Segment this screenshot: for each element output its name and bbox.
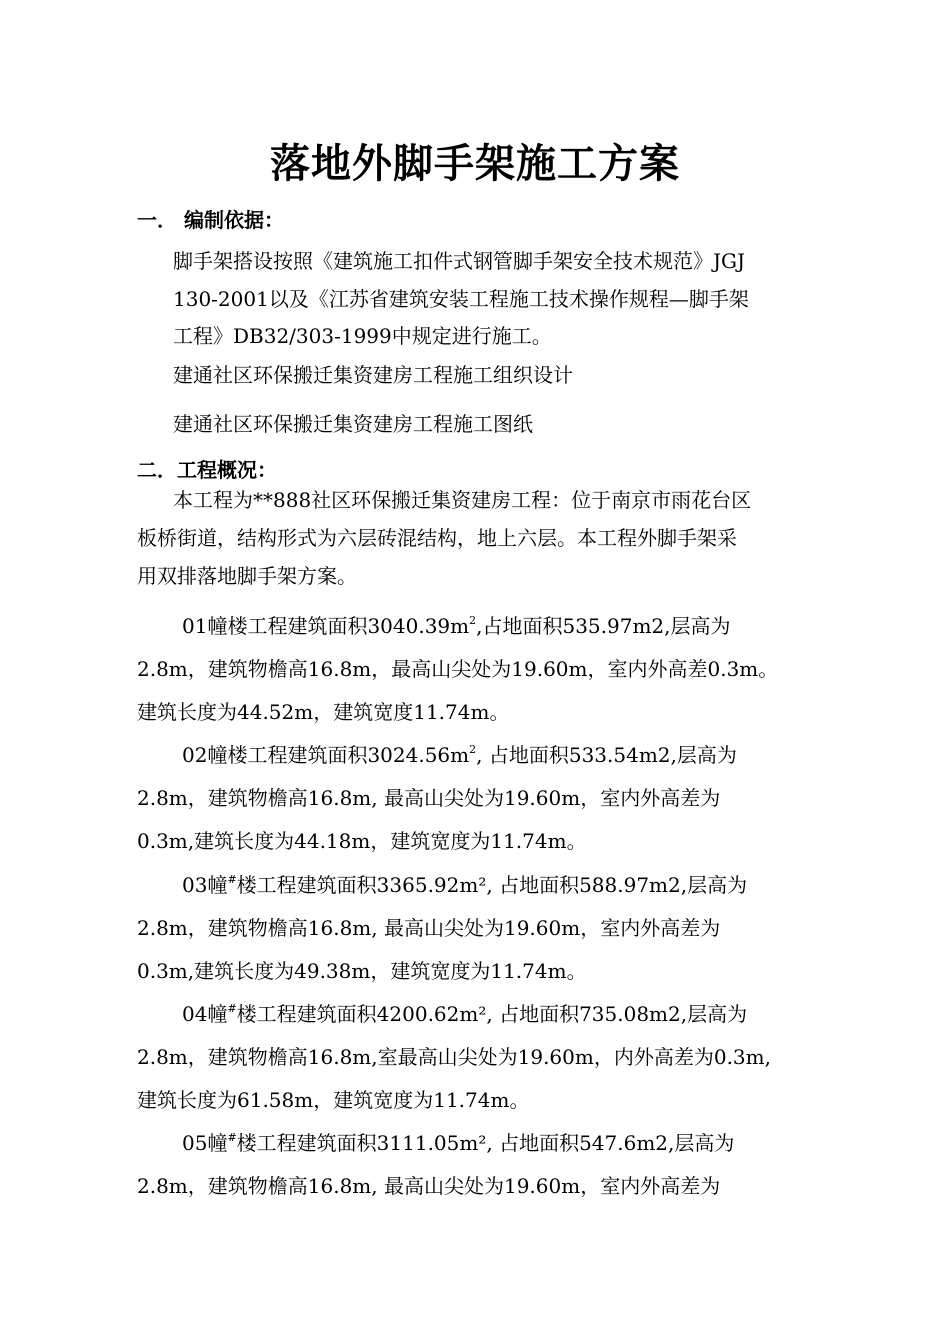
section-heading-overview: 二．工程概况： xyxy=(137,458,277,482)
building-02-line-2: 2.8m，建筑物檐高16.8m, 最高山尖处为19.60m，室内外高差为 xyxy=(137,786,721,810)
building-04-line-3: 建筑长度为61.58m，建筑宽度为11.74m。 xyxy=(137,1088,530,1112)
paragraph-line: 本工程为**888社区环保搬迁集资建房工程：位于南京市雨花台区 xyxy=(173,488,752,512)
building-03-line-1: 03幢#楼工程建筑面积3365.92m², 占地面积588.97m2,层高为 xyxy=(182,873,748,897)
paragraph-line: 工程》DB32/303-1999中规定进行施工。 xyxy=(173,324,552,348)
building-03-line-2: 2.8m，建筑物檐高16.8m, 最高山尖处为19.60m，室内外高差为 xyxy=(137,916,721,940)
document-title: 落地外脚手架施工方案 xyxy=(270,140,680,187)
building-01-line-1: 01幢楼工程建筑面积$3040.39m^2$,占地面积535.97m2,层高为 xyxy=(182,614,731,638)
building-02-line-3: 0.3m,建筑长度为44.18m，建筑宽度为11.74m。 xyxy=(137,829,587,853)
building-01-line-2: 2.8m，建筑物檐高16.8m，最高山尖处为19.60m，室内外高差0.3m。 xyxy=(137,657,779,681)
paragraph-line: 脚手架搭设按照《建筑施工扣件式钢管脚手架安全技术规范》JGJ xyxy=(173,249,746,273)
section-heading-basis: 一． 编制依据： xyxy=(137,208,284,232)
paragraph-line: 建通社区环保搬迁集资建房工程施工图纸 xyxy=(173,412,533,436)
paragraph-line: 建通社区环保搬迁集资建房工程施工组织设计 xyxy=(173,363,573,387)
paragraph-line: 130-2001以及《江苏省建筑安装工程施工技术操作规程—脚手架 xyxy=(173,287,749,311)
paragraph-line: 用双排落地脚手架方案。 xyxy=(137,564,357,588)
building-01-line-3: 建筑长度为44.52m，建筑宽度11.74m。 xyxy=(137,700,510,724)
paragraph-line: 板桥街道，结构形式为六层砖混结构，地上六层。本工程外脚手架采 xyxy=(137,526,737,550)
building-05-line-2: 2.8m，建筑物檐高16.8m, 最高山尖处为19.60m，室内外高差为 xyxy=(137,1174,721,1198)
building-04-line-2: 2.8m，建筑物檐高16.8m,室最高山尖处为19.60m，内外高差为0.3m, xyxy=(137,1045,771,1069)
building-04-line-1: 04幢#楼工程建筑面积4200.62m², 占地面积735.08m2,层高为 xyxy=(182,1002,748,1026)
building-03-line-3: 0.3m,建筑长度为49.38m，建筑宽度为11.74m。 xyxy=(137,959,587,983)
building-02-line-1: 02幢楼工程建筑面积$3024.56m^2$, 占地面积533.54m2,层高为 xyxy=(182,743,737,767)
building-05-line-1: 05幢#楼工程建筑面积3111.05m², 占地面积547.6m2,层高为 xyxy=(182,1131,735,1155)
